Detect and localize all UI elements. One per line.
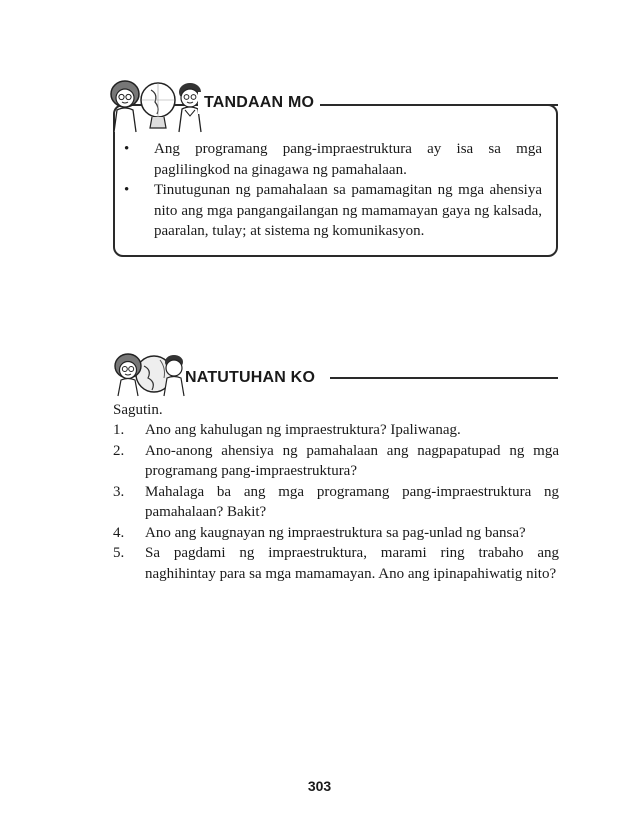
question-text: Ano ang kaugnayan ng impraestruktura sa pag-unlad ng bansa?: [145, 524, 526, 541]
page-number: 303: [307, 778, 332, 794]
instruction-text: Sagutin.: [113, 402, 163, 418]
question-list: [113, 420, 559, 584]
tandaan-bullet-list: [122, 139, 542, 242]
list-item: [113, 543, 559, 584]
tandaan-title: TANDAAN MO: [204, 94, 315, 111]
question-number: 4.: [113, 524, 125, 541]
question-number: 1.: [113, 422, 125, 438]
question-text: Ano ang kahulugan ng impraestruktura? Ipaliwanag.: [145, 422, 461, 438]
question-text: Ano-anong ahensiya ng pamahalaan ang nagpapatupad ng mga programang pang-impraestruktura?: [145, 442, 559, 479]
list-item: [122, 139, 542, 180]
natutuhan-title: NATUTUHAN KO: [185, 369, 316, 386]
question-number: 2.: [113, 442, 125, 459]
question-text: Mahalaga ba ang mga programang pang-impraestruktura ng pamahalaan? Bakit?: [145, 483, 559, 520]
list-item: [113, 420, 559, 441]
tandaan-title-wrap: [198, 92, 320, 114]
list-item: [113, 441, 559, 482]
bullet-text: Tinutugunan ng pamahalaan sa pamamagitan ng mga ahensiya nito ang mga pangangailangan ng mamamayan gaya ng kalsada, paaralan, tulay; at sistema ng komunikasyon.: [154, 182, 542, 239]
list-item: [122, 180, 542, 242]
tandaan-title-rule: [330, 104, 558, 106]
list-item: [113, 482, 559, 523]
children-with-globe-illustration-top: [108, 72, 208, 134]
natutuhan-title-rule: [330, 377, 558, 379]
question-number: 5.: [113, 545, 125, 561]
list-item: [113, 523, 559, 544]
bullet-text: Ang programang pang-impraestruktura ay isa sa mga paglilingkod na ginagawa ng pamahalaan.: [154, 141, 542, 178]
question-number: 3.: [113, 483, 125, 500]
bullet-marker: •: [124, 141, 130, 157]
question-text: Sa pagdami ng impraestruktura, marami ring trabaho ang naghihintay para sa mga mamamayan. Ano ang ipinapahiwatig nito?: [145, 545, 559, 582]
children-with-globe-illustration-bottom: [112, 348, 186, 398]
natutuhan-title-wrap: [185, 367, 315, 389]
bullet-marker: •: [124, 182, 130, 198]
